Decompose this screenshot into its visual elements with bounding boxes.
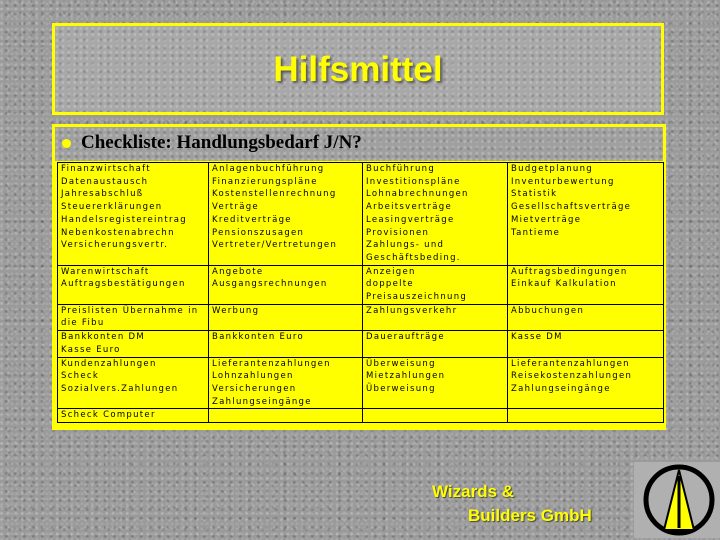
cell-text: Abbuchungen: [511, 305, 585, 316]
table-cell: [58, 304, 209, 330]
cell-text: Überweisung: [366, 358, 436, 369]
cell-text: Warenwirtschaft: [61, 266, 150, 277]
cell-text: Auftragsbestätigungen: [61, 279, 186, 290]
cell-text: Preisauszeichnung: [366, 292, 468, 303]
cell-text: Scheck Computer: [61, 410, 156, 421]
bullet-text: Checkliste: Handlungsbedarf J/N?: [81, 132, 362, 153]
cell-text: Buchführung: [366, 164, 436, 174]
cell-text: Versicherungen: [212, 383, 297, 394]
cell-text: Provisionen: [366, 227, 430, 238]
table-cell: [363, 409, 508, 423]
cell-text: Lohnabrechnungen: [366, 189, 469, 200]
cell-text: Einkauf Kalkulation: [511, 279, 617, 290]
cell-text: Handelsregistereintrag: [61, 214, 188, 225]
table-row: [58, 357, 664, 409]
cell-text: Arbeitsverträge: [366, 202, 452, 213]
table-cell: [363, 331, 508, 357]
cell-text: Steuererklärungen: [61, 202, 163, 213]
cell-text: Zahlungseingänge: [511, 383, 611, 394]
table-cell: [58, 163, 209, 266]
cell-text: die Fibu: [61, 318, 105, 329]
table-row: [58, 409, 664, 423]
cell-text: Scheck: [61, 371, 100, 382]
cell-text: Finanzwirtschaft: [61, 164, 151, 174]
company-name-line2: Builders GmbH: [468, 506, 592, 525]
table-cell: [508, 331, 664, 357]
cell-text: Verträge: [212, 202, 259, 213]
cell-text: Kreditverträge: [212, 214, 292, 225]
cell-text: Zahlungsverkehr: [366, 305, 458, 316]
table-row: [58, 265, 664, 304]
table-cell: [508, 409, 664, 423]
table-row: [58, 331, 664, 357]
cell-text: Anlagenbuchführung: [212, 164, 325, 174]
cell-text: Tantieme: [511, 227, 561, 238]
table-cell: [58, 265, 209, 304]
cell-text: Daueraufträge: [366, 332, 445, 343]
table-cell: [209, 357, 363, 409]
cell-text: Datenaustausch: [61, 176, 149, 187]
cell-text: Budgetplanung: [511, 164, 593, 174]
cell-text: Pensionszusagen: [212, 227, 305, 238]
cell-text: Kundenzahlungen: [61, 358, 157, 369]
table-cell: [508, 304, 664, 330]
table-cell: [58, 331, 209, 357]
table-cell: [363, 163, 508, 266]
cell-text: Werbung: [212, 305, 260, 316]
cell-text: Bankkonten Euro: [212, 332, 304, 343]
cell-text: Jahresabschluß: [61, 189, 144, 200]
cell-text: Nebenkostenabrechn: [61, 227, 175, 238]
table-row: [58, 304, 664, 330]
cell-text: Preislisten Übernahme in: [61, 305, 199, 316]
company-logo-area: [422, 462, 720, 540]
table-cell: [209, 409, 363, 423]
cell-text: Kasse Euro: [61, 344, 121, 355]
table-cell: [363, 265, 508, 304]
cell-text: Lieferantenzahlungen: [212, 358, 331, 369]
cell-text: Lohnzahlungen: [212, 371, 294, 382]
cell-text: Auftragsbedingungen: [511, 266, 628, 277]
cell-text: Reisekostenzahlungen: [511, 371, 633, 382]
cell-text: Ausgangsrechnungen: [212, 279, 328, 290]
table-cell: [209, 331, 363, 357]
cell-text: Anzeigen: [366, 266, 416, 277]
table-cell: [508, 357, 664, 409]
cell-text: Kasse DM: [511, 332, 563, 343]
cell-text: Überweisung: [366, 383, 436, 394]
cell-text: Angebote: [212, 266, 264, 277]
cell-text: Leasingverträge: [366, 214, 455, 225]
bullet-row: [55, 127, 663, 161]
table-cell: [363, 357, 508, 409]
cell-text: Gesellschaftsverträge: [511, 202, 632, 213]
table-cell: [508, 163, 664, 266]
cell-text: doppelte: [366, 279, 414, 290]
cell-text: Versicherungsvertr.: [61, 240, 169, 251]
table-cell: [508, 265, 664, 304]
table-cell: [58, 409, 209, 423]
cell-text: Investitionspläne: [366, 176, 461, 187]
cell-text: Zahlungs- und: [366, 240, 445, 251]
cell-text: Vertreter/Vertretungen: [212, 240, 338, 251]
table-cell: [58, 357, 209, 409]
table-row: [58, 163, 664, 266]
cell-text: Geschäftsbeding.: [366, 252, 461, 263]
cell-text: Inventurbewertung: [511, 176, 615, 187]
table-cell: [209, 265, 363, 304]
cell-text: Statistik: [511, 189, 558, 200]
cell-text: Sozialvers.Zahlungen: [61, 383, 179, 394]
cell-text: Mietverträge: [511, 214, 582, 225]
cell-text: Finanzierungspläne: [212, 176, 318, 187]
slide-title: Hilfsmittel: [273, 50, 443, 89]
cell-text: Bankkonten DM: [61, 332, 145, 343]
table-cell: [363, 304, 508, 330]
cell-text: Lieferantenzahlungen: [511, 358, 630, 369]
content-box: [52, 124, 666, 430]
bullet-icon: [62, 139, 71, 148]
wizards-logo-icon: [634, 462, 720, 538]
table-cell: [209, 163, 363, 266]
cell-text: Mietzahlungen: [366, 371, 446, 382]
company-name-line1: Wizards &: [432, 482, 515, 501]
cell-text: Kostenstellenrechnung: [212, 189, 337, 200]
cell-text: Zahlungseingänge: [212, 396, 312, 407]
checklist-table: [57, 162, 664, 423]
table-cell: [209, 304, 363, 330]
title-box: [52, 23, 664, 115]
